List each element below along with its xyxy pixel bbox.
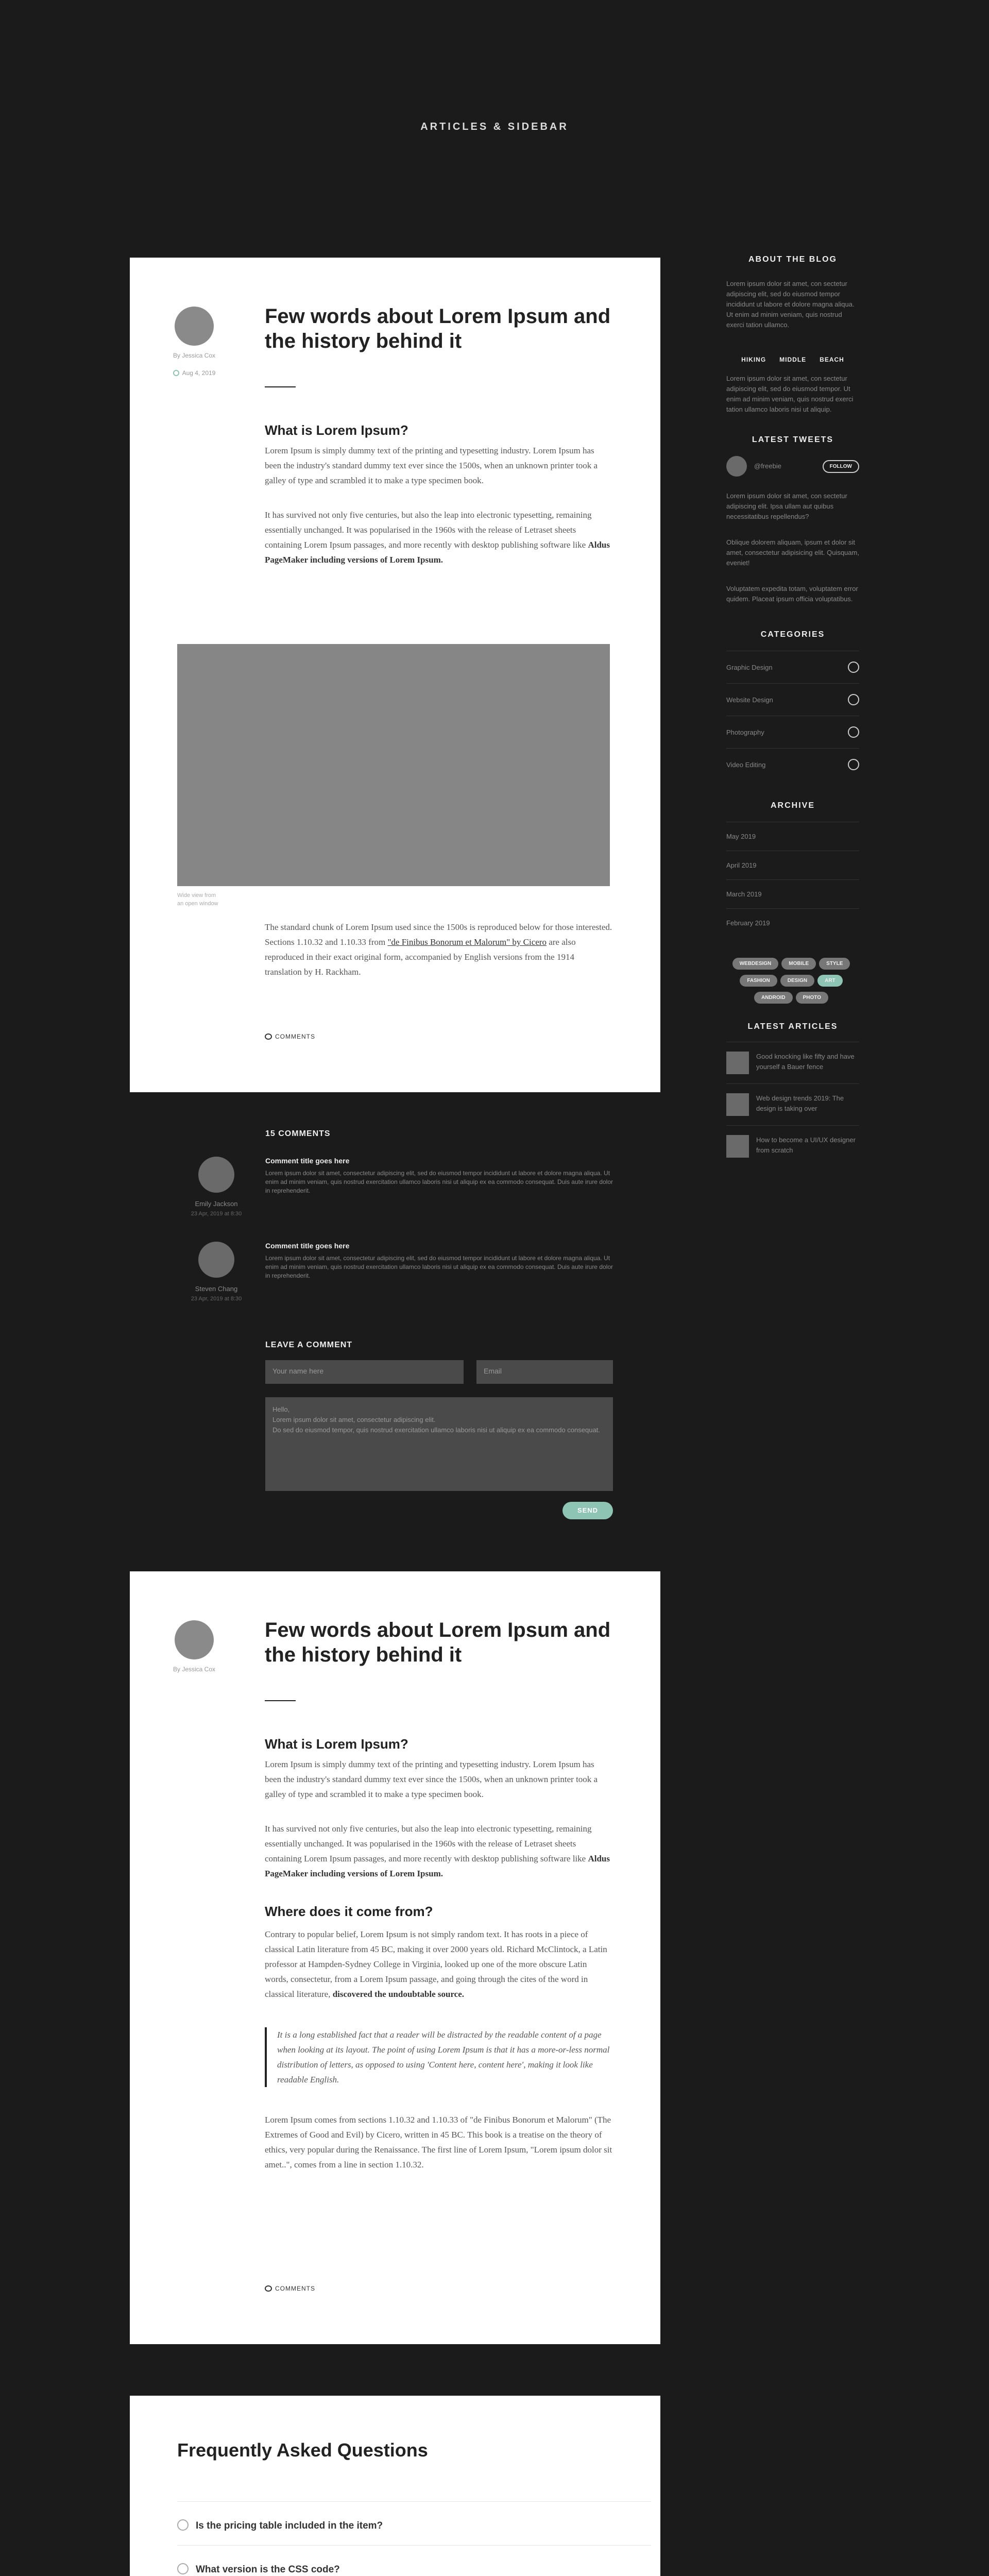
post-author: By Jessica Cox [173,352,216,359]
category-item[interactable] [726,683,859,716]
category-item[interactable] [726,716,859,748]
avatar [198,1157,234,1193]
plus-icon [177,2563,189,2574]
sidebar-about-text: Lorem ipsum dolor sit amet, con sectetur adipiscing elit, sed do eiusmod tempor incididunt ut labore et dolore magna aliqua. Ut enim ad minim veniam, quis nostrud exerci tation ullamco. [726,280,855,329]
tab-beach[interactable]: BEACH [820,356,844,363]
tag[interactable]: ANDROID [754,992,793,1004]
tweet: Voluptatem expedita totam, voluptatem error quidem. Placeat ipsum officia voluptatibus. [726,585,858,603]
tag[interactable]: FASHION [740,975,777,987]
paragraph-text: It has survived not only five centuries, but also the leap into electronic typesetting, remaining essentially unchanged. It was popularised in the 1960s with the release of Letraset sheets containing Lorem Ipsum passages, and more recently with desktop publishing software like [265,510,592,550]
paragraph-text: The standard chunk of Lorem Ipsum used since the 1500s is reproduced below for those interested. Sections 1.10.32 and 1.10.33 from [265,922,612,947]
plus-icon [177,2519,189,2531]
tag[interactable]: WEBDESIGN [732,958,779,970]
article-title: How to become a UI/UX designer from scratch [756,1136,856,1154]
faq-question[interactable] [177,2563,651,2575]
article-title: Web design trends 2019: The design is taking over [756,1094,844,1112]
post-meta [161,1620,228,1673]
article-item[interactable] [726,1083,859,1125]
post-title[interactable]: Few words about Lorem Ipsum and the history behind it [265,1619,611,1666]
post-meta [161,307,228,377]
category-item[interactable] [726,651,859,683]
arrow-icon [848,726,859,738]
paragraph: Lorem Ipsum is simply dummy text of the printing and typesetting industry. Lorem Ipsum has been the industry's standard dummy text ever since the 1500s, when an unknown printer took a galley of type and scrambled it to make a type specimen book. [265,446,598,485]
comment-title: Comment title goes here [265,1242,350,1250]
tag[interactable]: MOBILE [781,958,816,970]
post-author: By Jessica Cox [173,1666,216,1673]
comment-icon [265,1033,272,1040]
cicero-link[interactable]: "de Finibus Bonorum et Malorum" by Cicero [387,937,547,947]
category-label: Graphic Design [726,663,773,671]
blockquote: It is a long established fact that a reader will be distracted by the readable content of a page when looking at its layout. The point of using Lorem Ipsum is that it has a more-or-less normal distribution of letters, as opposed to using 'Content here, content here', making it look like readable English. [265,2027,612,2087]
post-card-2 [130,1571,660,2344]
section-heading: What is Lorem Ipsum? [265,422,408,438]
tag[interactable]: STYLE [819,958,850,970]
faq-item[interactable] [177,2545,651,2575]
follow-button[interactable]: FOLLOW [823,460,859,473]
image-caption: Wide view from an open window [177,892,218,907]
sidebar-tabs [726,356,859,363]
category-label: Photography [726,728,764,736]
archive-list [726,822,859,937]
section-heading: What is Lorem Ipsum? [265,1736,408,1752]
faq-title: Frequently Asked Questions [177,2439,428,2461]
paragraph-text: are also reproduced in their exact original form, accompanied by English versions from the 1914 translation by H. Rackham. [265,937,576,977]
category-item[interactable] [726,748,859,781]
page-title: ARTICLES & SIDEBAR [420,121,569,132]
post-date [161,369,228,377]
email-input[interactable]: Email [476,1360,613,1384]
arrow-icon [848,694,859,705]
post-image [177,644,610,886]
tab-middle[interactable]: MIDDLE [779,356,807,363]
divider [265,386,296,387]
comment-text: Lorem ipsum dolor sit amet, consectetur adipiscing elit, sed do eiusmod tempor incididunt ut labore et dolore magna aliqua. Ut enim ad minim veniam, quis nostrud exercitation ullamco laboris nisi ut aliquip ex ea commodo consequat. Duis aute irure dolor in reprehenderit. [265,1170,613,1194]
avatar [175,307,214,346]
comment-meta [165,1242,268,1302]
comments-link-label: COMMENTS [275,1033,315,1040]
paragraph: Lorem Ipsum comes from sections 1.10.32 and 1.10.33 of "de Finibus Bonorum et Malorum" (The Extremes of Good and Evil) by Cicero, written in 45 BC. This book is a treatise on the theory of ethics, very popular during the Renaissance. The first line of Lorem Ipsum, "Lorem ipsum dolor sit amet..", comes from a line in section 1.10.32. [265,2115,612,2170]
tag[interactable]: DESIGN [780,975,814,987]
sidebar-archive-title: ARCHIVE [770,801,815,810]
comment [265,1157,616,1195]
sidebar-articles-title: LATEST ARTICLES [747,1022,838,1031]
comment-date: 23 Apr, 2019 at 8:30 [191,1296,242,1302]
paragraph: Lorem Ipsum is simply dummy text of the printing and typesetting industry. Lorem Ipsum has been the industry's standard dummy text ever since the 1500s, when an unknown printer took a galley of type and scrambled it to make a type specimen book. [265,1759,598,1799]
archive-item[interactable]: February 2019 [726,908,859,937]
leave-comment-heading: LEAVE A COMMENT [265,1341,353,1349]
divider [265,1700,296,1701]
avatar [175,1620,214,1659]
paragraph-text: It has survived not only five centuries, but also the leap into electronic typesetting, remaining essentially unchanged. It was popularised in the 1960s with the release of Letraset sheets containing Lorem Ipsum passages, and more recently with desktop publishing software like [265,1824,592,1863]
faq-question-text: What version is the CSS code? [196,2564,340,2575]
section-heading: Where does it come from? [265,1904,433,1919]
article-item[interactable] [726,1125,859,1167]
sidebar-tweets-title: LATEST TWEETS [752,435,834,444]
paragraph [265,920,612,979]
clock-icon [173,370,179,376]
faq-item[interactable] [177,2501,651,2532]
category-list [726,651,859,781]
archive-item[interactable]: April 2019 [726,851,859,879]
article-thumbnail [726,1093,749,1116]
faq-question-text: Is the pricing table included in the item? [196,2520,383,2531]
name-input[interactable]: Your name here [265,1360,464,1384]
article-title: Good knocking like fifty and have yourself a Bauer fence [756,1053,855,1071]
tag-cloud [726,958,859,1009]
comments-link-label: COMMENTS [275,2285,315,2292]
article-thumbnail [726,1052,749,1074]
paragraph [265,1821,612,1881]
post-card-1 [130,258,660,1092]
article-list [726,1042,859,1167]
sidebar [726,255,859,1167]
post-date-text: Aug 4, 2019 [182,369,216,377]
sidebar-categories-title: CATEGORIES [760,630,825,639]
comment-meta [165,1157,268,1217]
sidebar-about-title: ABOUT THE BLOG [748,255,837,264]
comments-link[interactable] [265,1033,315,1040]
comment-text: Lorem ipsum dolor sit amet, consectetur adipiscing elit, sed do eiusmod tempor incididunt ut labore et dolore magna aliqua. Ut enim ad minim veniam, quis nostrud exercitation ullamco laboris nisi ut aliquip ex ea commodo consequat. Duis aute irure dolor in reprehenderit. [265,1255,613,1279]
paragraph [265,1927,612,2002]
comment [265,1242,616,1280]
tweet-profile [726,456,859,477]
tweet: Lorem ipsum dolor sit amet, con sectetur adipiscing elit. Ipsa ullam aut quibus necessitatibus repellendus? [726,492,847,520]
faq-card [130,2396,660,2576]
paragraph-bold: Aldus PageMaker including versions of Lorem Ipsum. [265,540,610,565]
post-title[interactable]: Few words about Lorem Ipsum and the history behind it [265,305,611,352]
archive-item[interactable]: March 2019 [726,879,859,908]
comment-name: Steven Chang [195,1285,238,1293]
tag[interactable]: PHOTO [796,992,828,1004]
comments-heading: 15 COMMENTS [265,1129,331,1138]
send-button[interactable]: SEND [562,1502,613,1519]
comment-date: 23 Apr, 2019 at 8:30 [191,1211,242,1217]
paragraph-text: Contrary to popular belief, Lorem Ipsum is not simply random text. It has roots in a piece of classical Latin literature from 45 BC, making it over 2000 years old. Richard McClintock, a Latin professor at Hampden-Sydney College in Virginia, looked up one of the more obscure Latin words, consectetur, from a Lorem Ipsum passage, and going through the cites of the word in classical literature, [265,1929,607,1999]
avatar [726,456,747,477]
article-thumbnail [726,1135,749,1158]
paragraph-bold: Aldus PageMaker including versions of Lorem Ipsum. [265,1854,610,1878]
category-label: Video Editing [726,760,766,769]
tweet: Oblique dolorem aliquam, ipsum et dolor sit amet, consectetur adipisicing elit. Quisquam, eveniet! [726,538,859,567]
tweet-user: @freebie [754,462,781,470]
category-label: Website Design [726,696,773,704]
arrow-icon [848,662,859,673]
archive-item[interactable]: May 2019 [726,822,859,851]
arrow-icon [848,759,859,770]
message-textarea[interactable]: Hello, Lorem ipsum dolor sit amet, consectetur adipiscing elit. Do sed do eiusmod tempor, quis nostrud exercitation ullamco laboris nisi ut aliquip ex ea commodo consequat. [265,1397,613,1491]
sidebar-tab-text: Lorem ipsum dolor sit amet, con sectetur adipiscing elit, sed do eiusmod tempor. Ut enim ad minim veniam, quis nostrud exerci tation ullamco laboris nisi ut aliquip. [726,375,854,413]
paragraph-bold: discovered the undoubtable source. [332,1989,465,1999]
comment-icon [265,2285,272,2292]
tag[interactable]: ART [817,975,843,987]
article-item[interactable] [726,1042,859,1083]
paragraph [265,507,612,567]
avatar [198,1242,234,1278]
faq-question[interactable] [177,2519,651,2532]
comment-name: Emily Jackson [195,1200,238,1208]
tab-hiking[interactable]: HIKING [741,356,766,363]
comment-title: Comment title goes here [265,1157,350,1165]
comments-link[interactable] [265,2285,315,2292]
